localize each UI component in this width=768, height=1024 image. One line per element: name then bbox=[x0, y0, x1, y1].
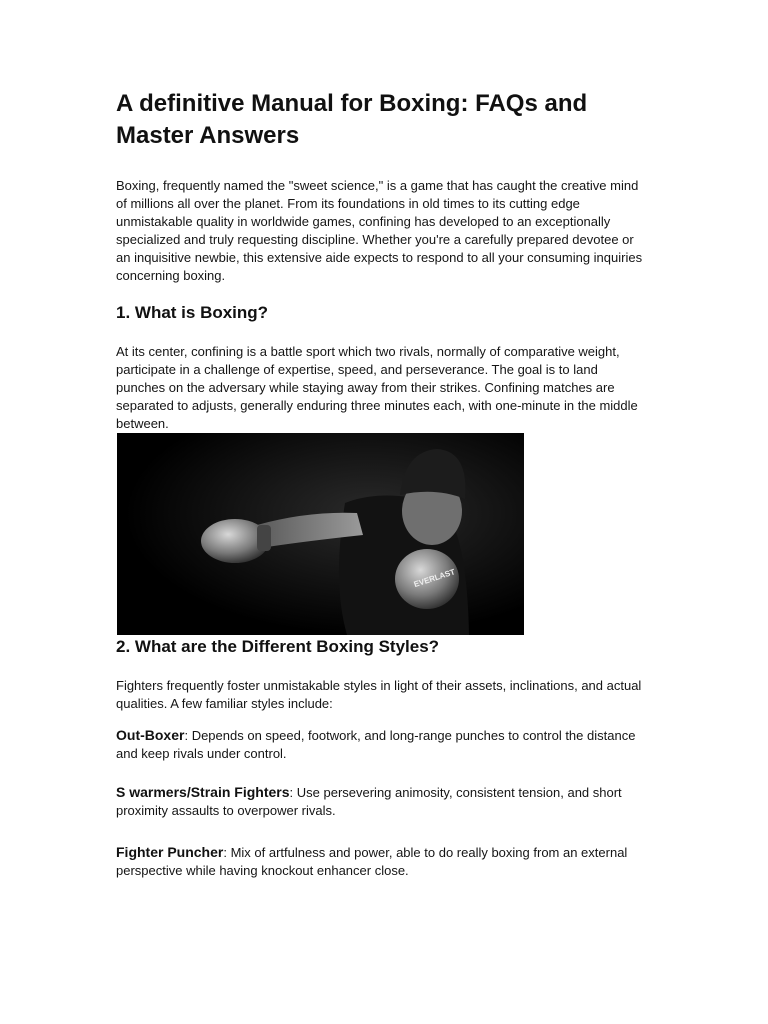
section-body-boxing-styles: Fighters frequently foster unmistakable styles in light of their assets, inclinations, and actual qualities. A few familiar styles include: bbox=[116, 678, 642, 711]
style-item-out-boxer bbox=[116, 726, 648, 763]
section-body-what-is-boxing: At its center, confining is a battle sport which two rivals, normally of comparative weight, participate in a challenge of expertise, speed, and perseverance. The goal is to land punches on the adversary while staying away from their strikes. Confining matches are separated to adjusts, generally enduring three minutes each, with one-minute in the middle between. bbox=[116, 344, 638, 431]
document-content bbox=[116, 88, 648, 880]
style-term: Fighter Puncher bbox=[116, 844, 224, 860]
style-item-pressure-fighters bbox=[116, 783, 648, 820]
section-heading-boxing-styles: 2. What are the Different Boxing Styles? bbox=[116, 637, 440, 656]
style-term: Out-Boxer bbox=[116, 727, 185, 743]
style-description: Use persevering animosity, consistent tension, and short proximity assaults to overpower rivals. bbox=[116, 785, 622, 818]
style-description: Mix of artfulness and power, able to do really boxing from an external perspective while having knockout enhancer close. bbox=[116, 845, 628, 878]
style-description: Depends on speed, footwork, and long-range punches to control the distance and keep rivals under control. bbox=[116, 728, 636, 761]
style-separator: : bbox=[223, 845, 231, 860]
glove-cuff-left bbox=[257, 525, 271, 551]
section-heading-what-is-boxing: 1. What is Boxing? bbox=[116, 303, 269, 322]
document-title: A definitive Manual for Boxing: FAQs and Master Answers bbox=[116, 90, 588, 149]
style-term: S warmers/Strain Fighters bbox=[116, 784, 290, 800]
intro-paragraph: Boxing, frequently named the "sweet science," is a game that has caught the creative mind of millions all over the planet. From its foundations in old times to its cutting edge unmistakable quality in worldwide games, confining has developed to an exceptionally specialized and truly requesting discipline. Whether you're a carefully prepared devotee or an inquisitive newbie, this extensive aide expects to respond to all your consuming inquiries concerning boxing. bbox=[116, 178, 643, 283]
boxer-photo bbox=[117, 433, 524, 635]
glove-brand-label: EVERLAST bbox=[412, 567, 457, 590]
style-item-fighter-puncher bbox=[116, 843, 648, 880]
style-separator: : bbox=[289, 785, 297, 800]
style-separator: : bbox=[184, 728, 192, 743]
